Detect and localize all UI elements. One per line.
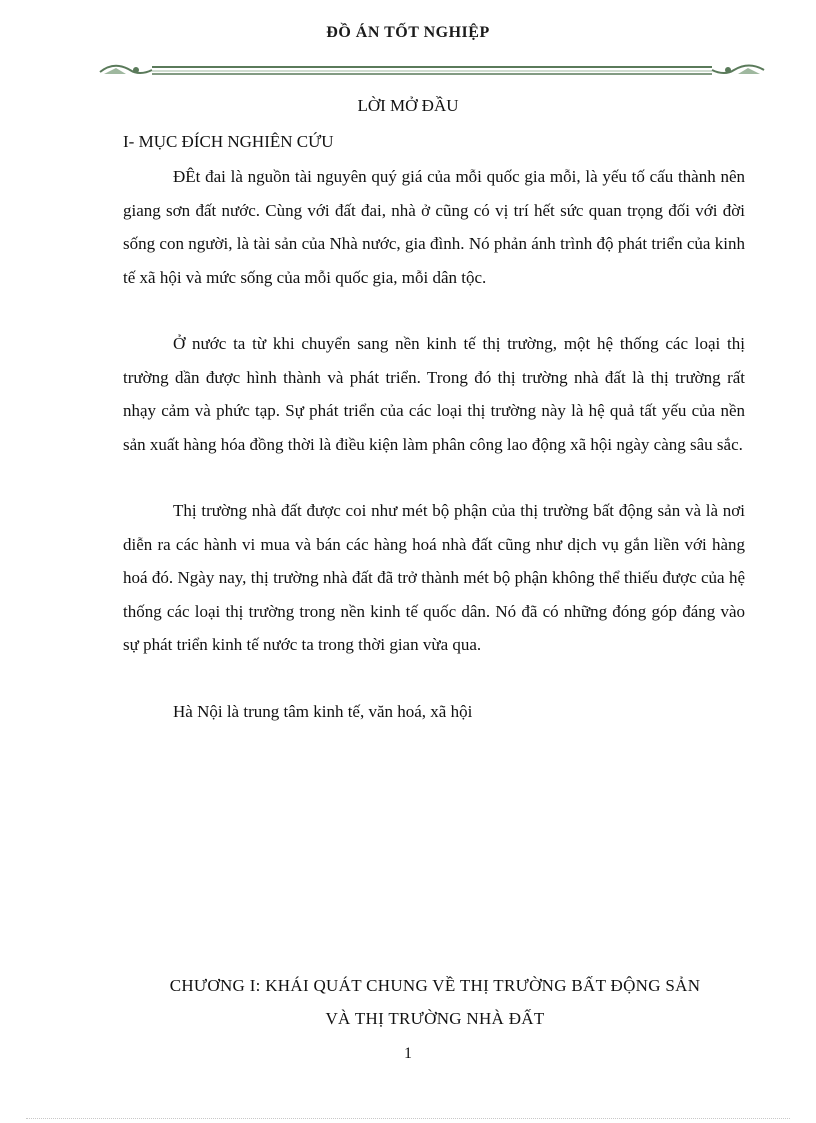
paragraph-2: Ở nước ta từ khi chuyển sang nền kinh tế thị trường, một hệ thống các loại thị trường dần được hình thành và phát triển. Trong đó thị trường nhà đất là thị trường rất nhạy cảm và phức tạp. Sự phát triển của các loại thị trường này là hệ quả tất yếu của nền sản xuất hàng hóa đồng thời là điều kiện làm phân công lao động xã hội ngày càng sâu sắc.	[123, 334, 745, 454]
document-header-title: ĐỒ ÁN TỐT NGHIỆP	[326, 24, 490, 41]
header-ornament-divider	[96, 58, 768, 82]
page-bottom-divider	[26, 1118, 790, 1119]
paragraph-4: Hà Nội là trung tâm kinh tế, văn hoá, xã hội	[173, 702, 473, 721]
chapter-heading-line-2: VÀ THỊ TRƯỜNG NHÀ ĐẤT	[325, 1009, 545, 1028]
ornament-right-flourish	[712, 66, 764, 75]
chapter-heading-line-1: CHƯƠNG I: KHÁI QUÁT CHUNG VỀ THỊ TRƯỜNG BẤT ĐỘNG SẢN	[169, 976, 701, 995]
page-number: 1	[404, 1045, 412, 1062]
preface-title: LỜI MỞ ĐẦU	[357, 96, 459, 115]
paragraph-1: ĐÊt đai là nguồn tài nguyên quý giá của mỗi quốc gia mỗi, là yếu tố cấu thành nên giang sơn đất nước. Cùng với đất đai, nhà ở cũng có vị trí hết sức quan trọng đối với đời sống con người, là tài sản của Nhà nước, gia đình. Nó phản ánh trình độ phát triển của kinh tế xã hội và mức sống của mỗi quốc gia, mỗi dân tộc.	[123, 167, 745, 287]
ornament-left-flourish	[100, 66, 152, 74]
section-heading: I- MỤC ĐÍCH NGHIÊN CỨU	[123, 132, 334, 151]
chapter-heading	[100, 969, 770, 1035]
paragraph-3: Thị trường nhà đất được coi như mét bộ phận của thị trường bất động sản và là nơi diễn ra các hành vi mua và bán các hàng hoá nhà đất cũng như dịch vụ gắn liền với hàng hoá đó. Ngày nay, thị trường nhà đất đã trở thành mét bộ phận không thể thiếu được của hệ thống các loại thị trường trong nền kinh tế quốc dân. Nó đã có những đóng góp đáng vào sự phát triển kinh tế nước ta trong thời gian vừa qua.	[123, 501, 745, 654]
